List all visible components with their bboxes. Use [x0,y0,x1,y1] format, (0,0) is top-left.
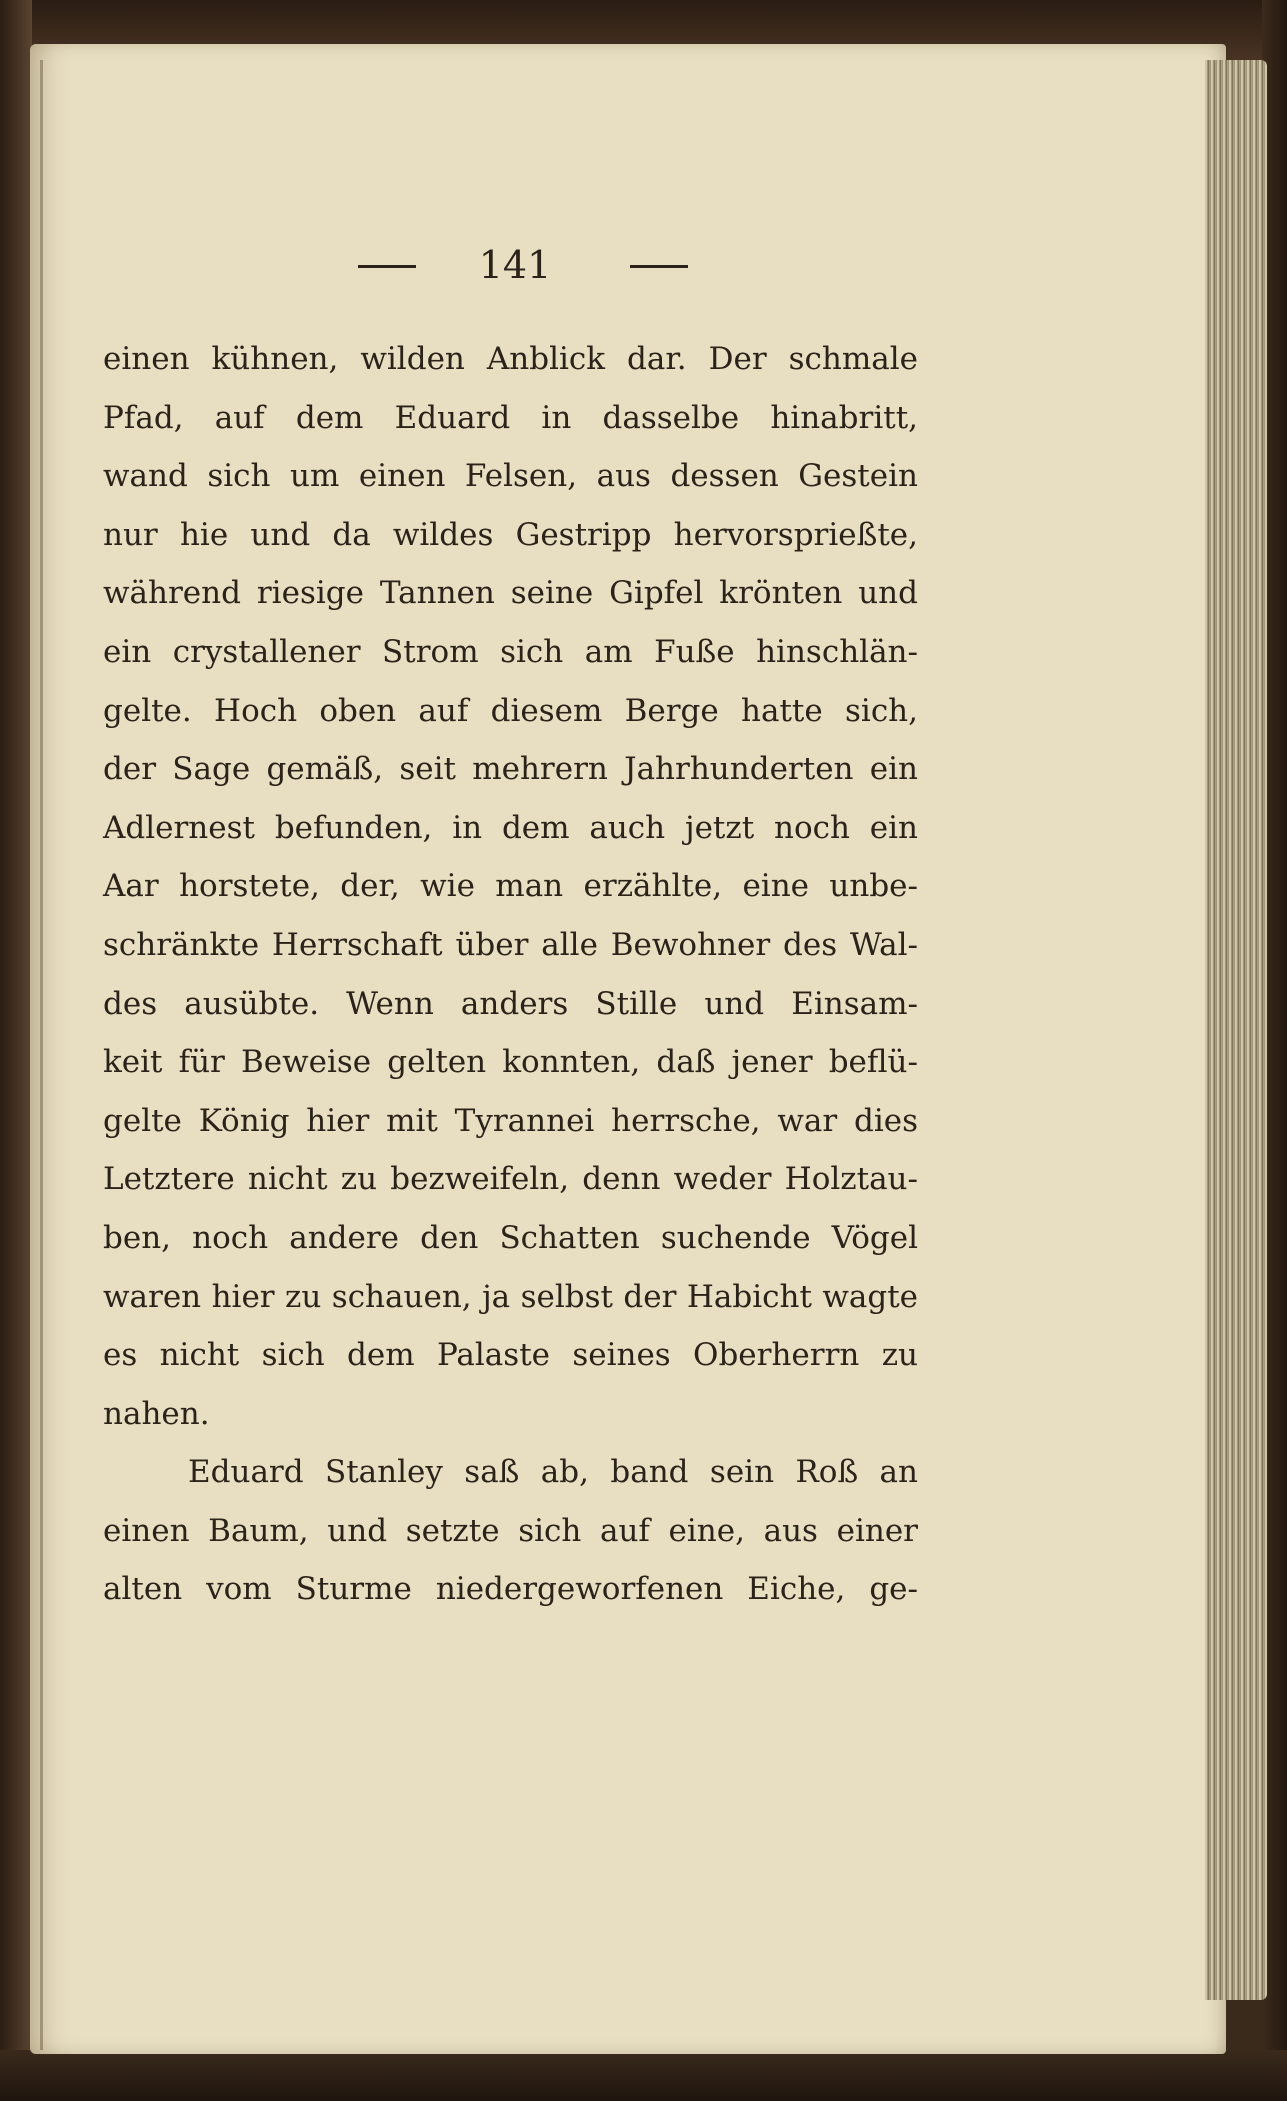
cover-board-bottom [0,2050,1287,2101]
text-line: gelte. Hoch oben auf diesem Berge hatte sich, [103,692,918,729]
text-line: schränkte Herrschaft über alle Bewohner des Wal- [103,926,918,963]
text-line: Adlernest befunden, in dem auch jetzt noch ein [103,809,918,846]
text-line: es nicht sich dem Palaste seines Oberherrn zu [103,1337,918,1374]
text-line: nahen. [103,1395,210,1432]
text-line: der Sage gemäß, seit mehrern Jahrhunderten ein [103,751,918,788]
text-line: Pfad, auf dem Eduard in dasselbe hinabritt, [103,399,918,436]
body-text [103,330,918,1619]
gutter-shadow [40,60,43,2050]
text-line: nur hie und da wildes Gestripp hervorsprießte, [103,516,918,553]
text-line: einen Baum, und setzte sich auf eine, aus einer [103,1512,918,1549]
text-line: ein crystallener Strom sich am Fuße hinschlän- [103,633,918,670]
cover-board-left [0,0,32,2101]
text-line: Eduard Stanley saß ab, band sein Roß an [188,1454,918,1491]
text-line: gelte König hier mit Tyrannei herrsche, war dies [103,1102,918,1139]
text-line: ben, noch andere den Schatten suchende Vögel [103,1219,918,1256]
page-number: 141 [478,243,552,287]
page-edges [1205,60,1267,2000]
text-line: keit für Beweise gelten konnten, daß jener beflü- [103,1044,918,1081]
text-line: alten vom Sturme niedergeworfenen Eiche, ge- [103,1571,918,1608]
header-dash-right [630,265,688,268]
text-line: des ausübte. Wenn anders Stille und Einsam- [103,985,918,1022]
text-line: waren hier zu schauen, ja selbst der Habicht wagte [103,1278,918,1315]
running-header [350,240,680,290]
text-line: einen kühnen, wilden Anblick dar. Der schmale [103,341,918,377]
text-line: während riesige Tannen seine Gipfel krönten und [103,575,918,612]
text-line: Letztere nicht zu bezweifeln, denn weder Holztau- [103,1161,918,1198]
header-dash-left [358,265,416,268]
text-line: Aar horstete, der, wie man erzählte, eine unbe- [103,868,918,905]
text-line: wand sich um einen Felsen, aus dessen Gestein [103,458,918,495]
